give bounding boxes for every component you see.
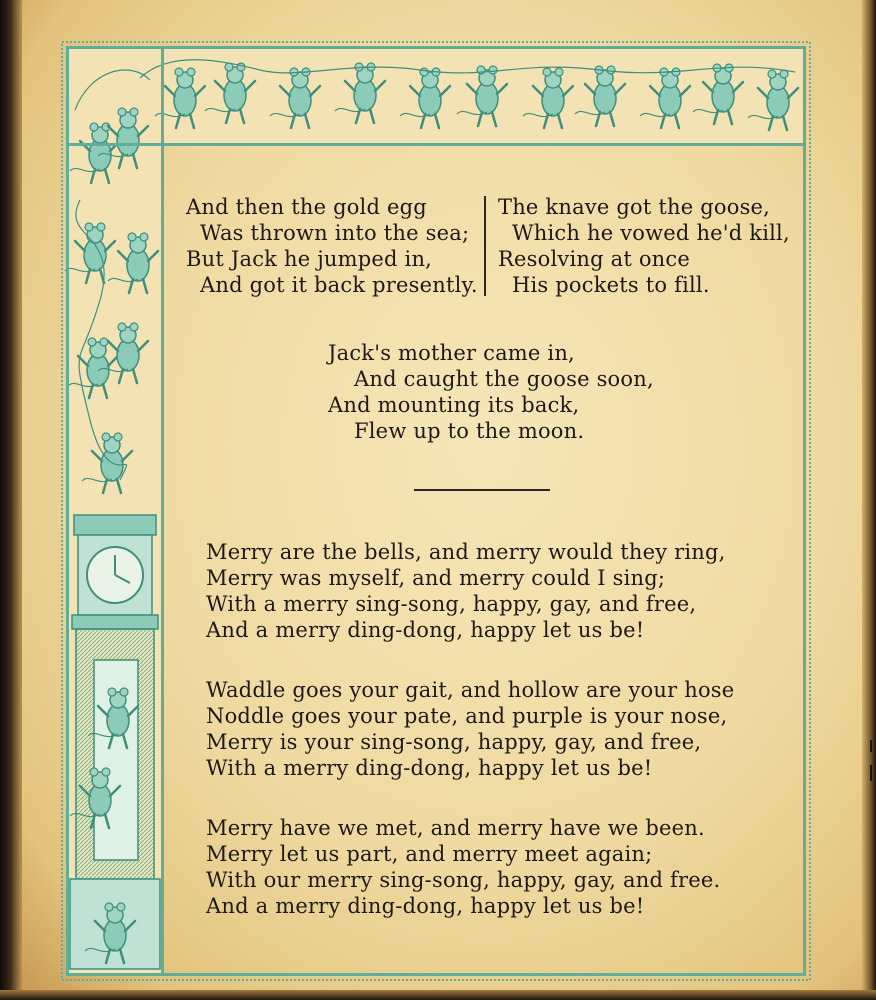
verse-line: And mounting its back, xyxy=(328,393,580,417)
verse-line: And caught the goose soon, xyxy=(354,367,654,391)
song-stanza-2 xyxy=(206,677,734,781)
verse-line: And then the gold egg xyxy=(186,195,427,219)
song-line: With a merry ding-dong, happy let us be! xyxy=(206,756,653,780)
verse-line: Which he vowed he'd kill, xyxy=(512,221,790,245)
song-line: And a merry ding-dong, happy let us be! xyxy=(206,618,645,642)
left-illustration-band xyxy=(66,46,164,976)
song-stanza-1 xyxy=(206,539,726,643)
verse-line: Flew up to the moon. xyxy=(354,419,585,443)
song-line: Merry let us part, and merry meet again; xyxy=(206,842,653,866)
song-line: Noddle goes your pate, and purple is your nose, xyxy=(206,704,728,728)
top-illustration-band xyxy=(66,46,806,146)
verse-line: And got it back presently. xyxy=(200,273,478,297)
song-line: Merry is your sing-song, happy, gay, and free, xyxy=(206,730,702,754)
verse-line: Resolving at once xyxy=(498,247,690,271)
section-divider xyxy=(414,489,550,491)
verse-line: Jack's mother came in, xyxy=(328,341,575,365)
song-line: With our merry sing-song, happy, gay, and free. xyxy=(206,868,721,892)
verse-right xyxy=(498,194,790,298)
verse-line: His pockets to fill. xyxy=(512,273,710,297)
song-line: Merry was myself, and merry could I sing; xyxy=(206,566,666,590)
song-line: With a merry sing-song, happy, gay, and free, xyxy=(206,592,697,616)
verse-center xyxy=(328,340,654,444)
song-line: Merry are the bells, and merry would they ring, xyxy=(206,540,726,564)
verse-line: The knave got the goose, xyxy=(498,195,771,219)
verse-left xyxy=(186,194,478,298)
song-line: Merry have we met, and merry have we been. xyxy=(206,816,705,840)
page-edge-mark xyxy=(870,740,872,752)
song-line: And a merry ding-dong, happy let us be! xyxy=(206,894,645,918)
page-edge-mark xyxy=(870,765,872,781)
verse-line: But Jack he jumped in, xyxy=(186,247,433,271)
song-line: Waddle goes your gait, and hollow are your hose xyxy=(206,678,735,702)
column-divider xyxy=(484,196,486,296)
song-stanza-3 xyxy=(206,815,720,919)
verse-line: Was thrown into the sea; xyxy=(200,221,470,245)
